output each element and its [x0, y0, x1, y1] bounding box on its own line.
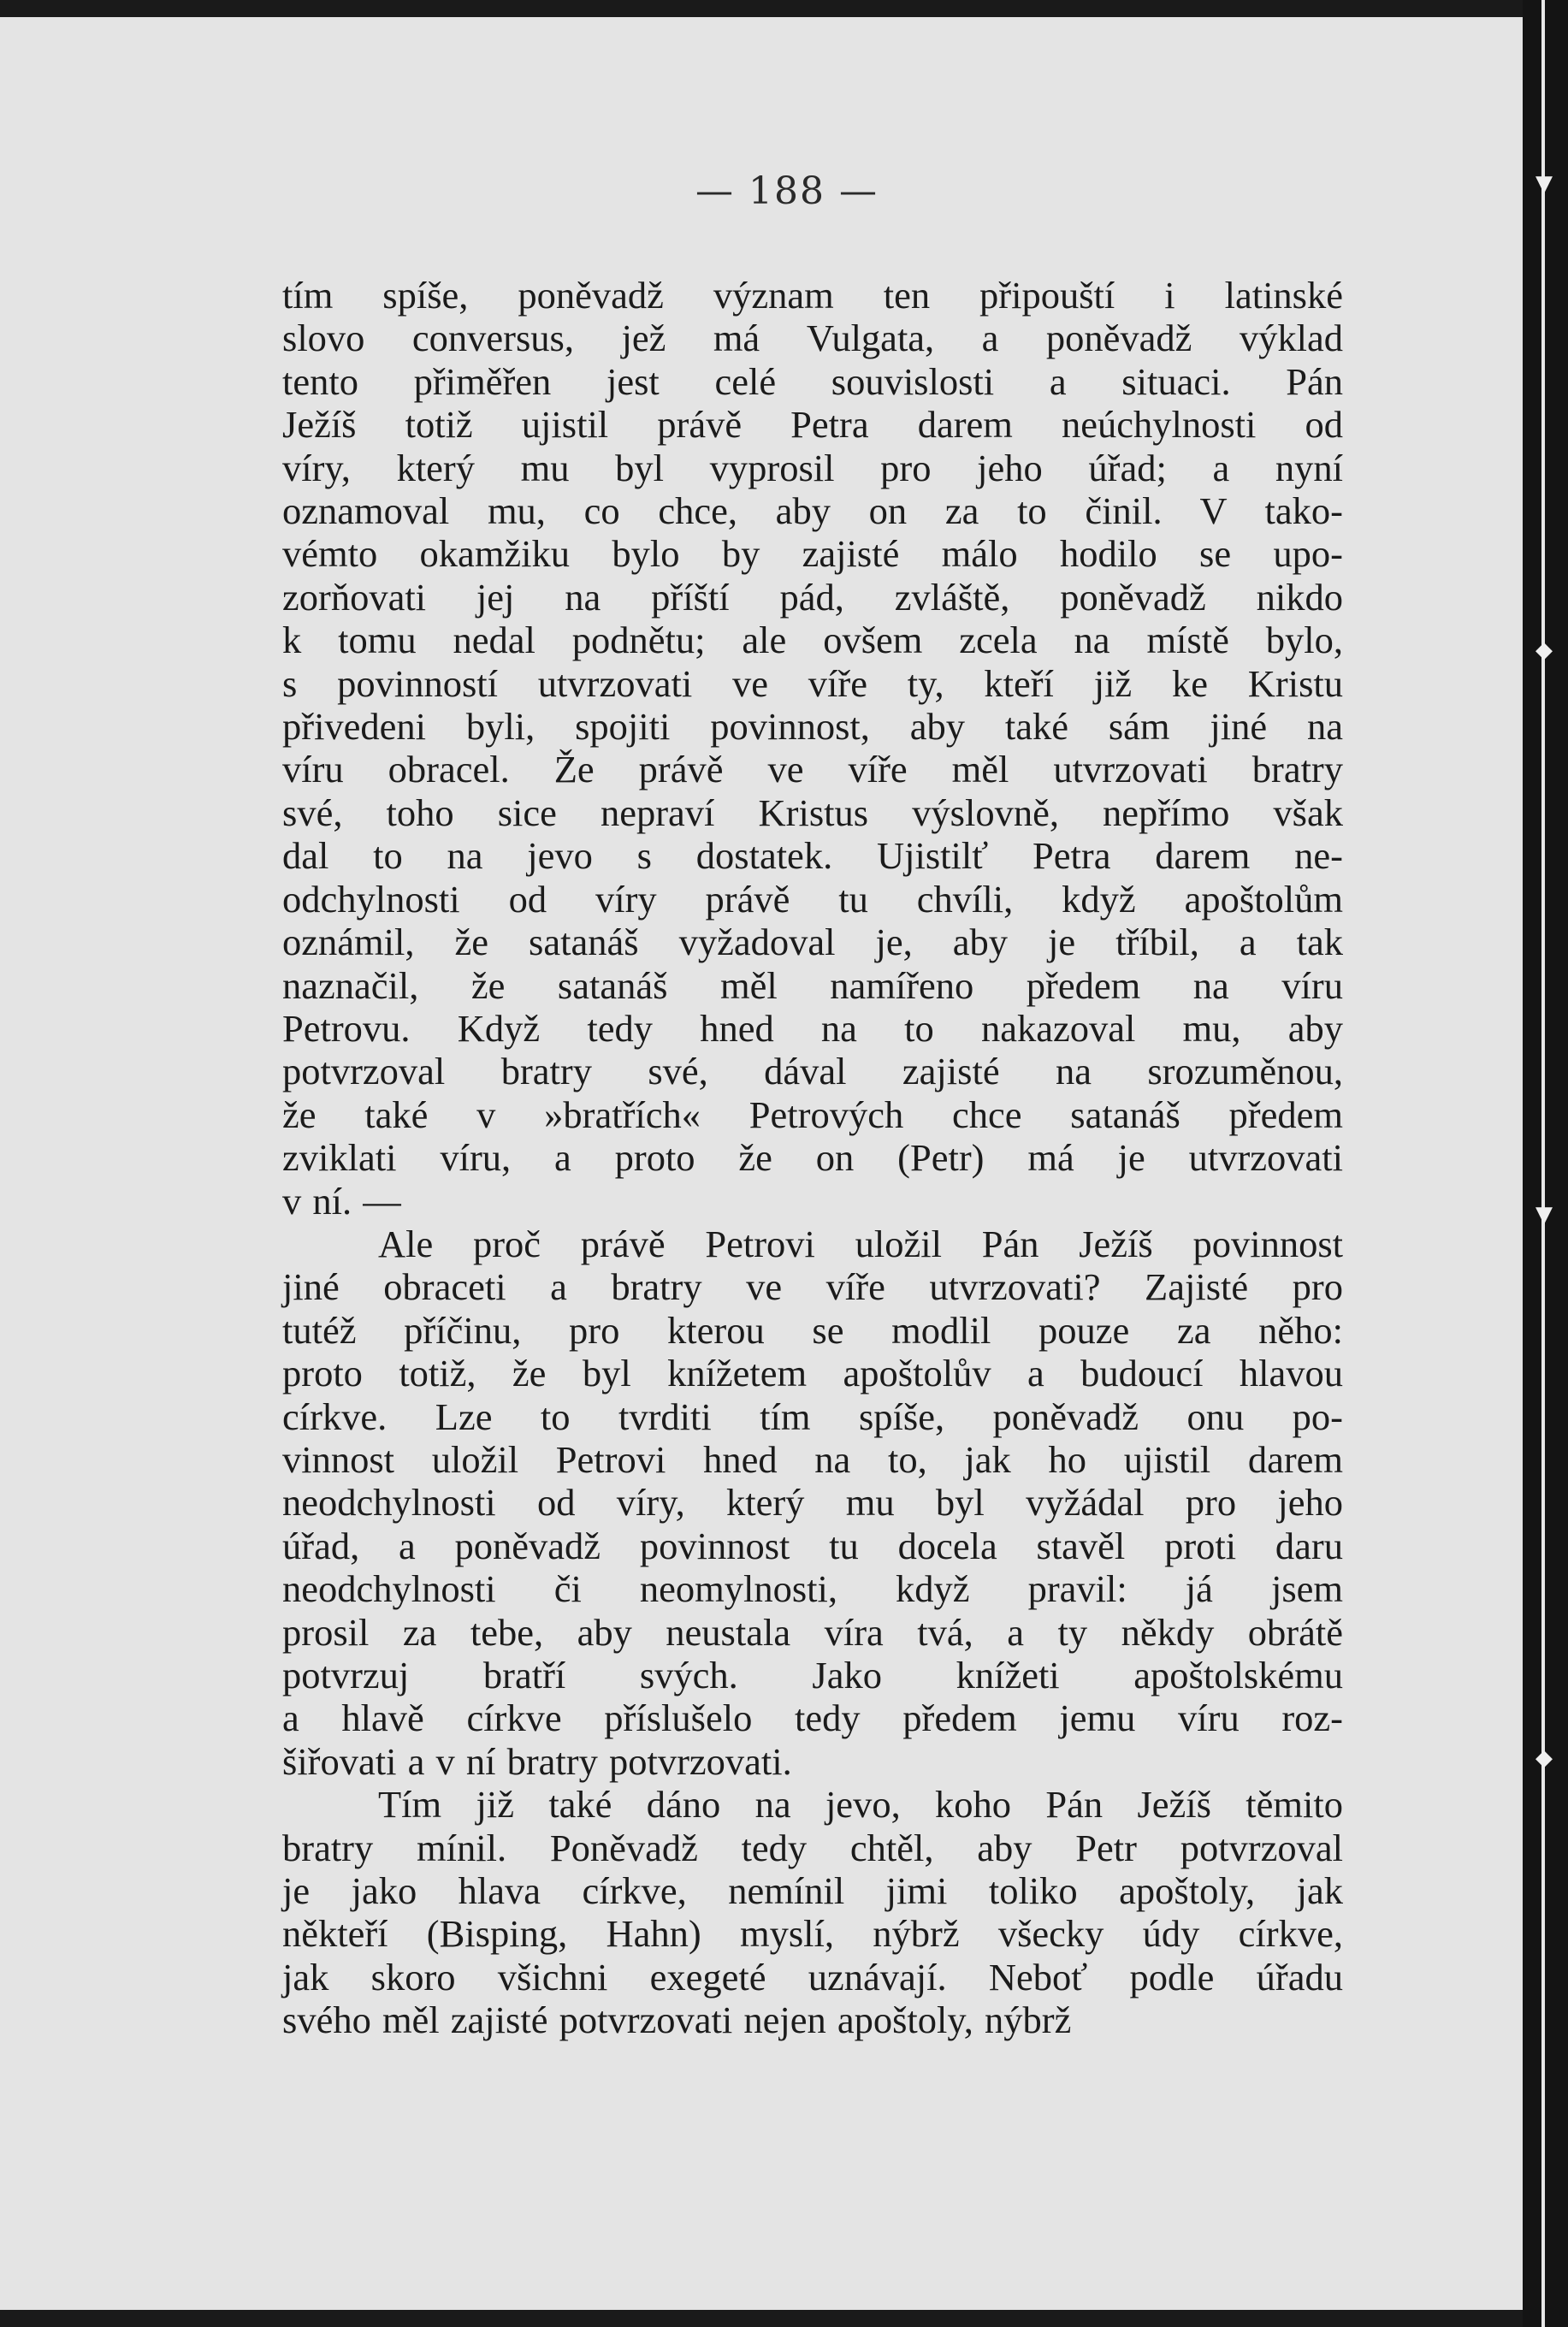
text-line: dal to na jevo s dostatek. Ujistilť Petra darem ne-: [282, 834, 1343, 878]
body-text: [282, 274, 1343, 2042]
text-line: potvrzuj bratří svých. Jako knížeti apoštolskému: [282, 1654, 1343, 1696]
text-line: tutéž příčinu, pro kterou se modlil pouze za něho:: [282, 1308, 1343, 1352]
text-line: jak skoro všichni exegeté uznávají. Neboť podle úřadu: [282, 1955, 1343, 1998]
text-line: naznačil, že satanáš měl namířeno předem na víru: [282, 963, 1343, 1007]
edge-mark-2: ◆: [1535, 637, 1553, 663]
paragraph: [282, 1783, 1343, 2041]
text-line: proto totiž, že byl knížetem apoštolův a budoucí hlavou: [282, 1352, 1343, 1395]
text-line: bratry mínil. Poněvadž tedy chtěl, aby Petr potvrzoval: [282, 1826, 1343, 1869]
text-line: šiřovati a v ní bratry potvrzovati.: [282, 1739, 792, 1783]
text-line: zviklati víru, a proto že on (Petr) má je utvrzovati: [282, 1136, 1343, 1180]
text-line: víru obracel. Že právě ve víře měl utvrzovati bratry: [282, 748, 1343, 791]
text-line: neodchylnosti od víry, který mu byl vyžádal pro jeho: [282, 1481, 1343, 1525]
paragraph: [282, 1223, 1343, 1783]
text-line: někteří (Bisping, Hahn) myslí, nýbrž všecky údy církve,: [282, 1912, 1343, 1956]
text-line: a hlavě církve příslušelo tedy předem jemu víru roz-: [282, 1696, 1343, 1740]
edge-mark-3: ▼: [1535, 1202, 1553, 1228]
text-line: odchylnosti od víry právě tu chvíli, když apoštolům: [282, 877, 1343, 921]
text-line: jiné obraceti a bratry ve víře utvrzovati? Zajisté pro: [282, 1265, 1343, 1309]
text-line: Ale proč právě Petrovi uložil Pán Ježíš povinnost: [378, 1222, 1343, 1265]
text-line: slovo conversus, jež má Vulgata, a poněvadž výklad: [282, 317, 1343, 360]
edge-mark-1: ▼: [1535, 171, 1553, 197]
book-edge: [1523, 0, 1568, 2327]
text-line: úřad, a poněvadž povinnost tu docela stavěl proti daru: [282, 1524, 1343, 1567]
text-line: vémto okamžiku bylo by zajisté málo hodilo se upo-: [282, 532, 1343, 576]
text-line: s povinností utvrzovati ve víře ty, kteří již ke Kristu: [282, 661, 1343, 705]
text-line: k tomu nedal podnětu; ale ovšem zcela na místě bylo,: [282, 619, 1343, 662]
text-line: prosil za tebe, aby neustala víra tvá, a ty někdy obrátě: [282, 1610, 1343, 1654]
text-line: v ní. —: [282, 1179, 401, 1223]
text-line: víry, který mu byl vyprosil pro jeho úřad; a nyní: [282, 446, 1343, 489]
text-line: je jako hlava církve, nemínil jimi toliko apoštoly, jak: [282, 1869, 1343, 1913]
text-line: tento přiměřen jest celé souvislosti a situaci. Pán: [282, 359, 1343, 403]
text-line: církve. Lze to tvrditi tím spíše, poněvadž onu po-: [282, 1394, 1343, 1438]
text-line: že také v »bratřích« Petrových chce satanáš předem: [282, 1092, 1343, 1136]
text-line: zorňovati jej na příští pád, zvláště, poněvadž nikdo: [282, 575, 1343, 619]
text-line: potvrzoval bratry své, dával zajisté na srozuměnou,: [282, 1050, 1343, 1093]
text-line: Ježíš totiž ujistil právě Petra darem neúchylnosti od: [282, 403, 1343, 447]
paragraph: [282, 274, 1343, 1223]
edge-mark-4: ◆: [1535, 1745, 1553, 1771]
text-line: neodchylnosti či neomylnosti, když pravil: já jsem: [282, 1567, 1343, 1611]
book-page: [0, 17, 1523, 2310]
text-line: Petrovu. Když tedy hned na to nakazoval mu, aby: [282, 1006, 1343, 1050]
text-line: vinnost uložil Petrovi hned na to, jak ho ujistil darem: [282, 1437, 1343, 1481]
text-line: svého měl zajisté potvrzovati nejen apoštoly, nýbrž: [282, 1998, 1072, 2042]
text-line: oznamoval mu, co chce, aby on za to činil. V tako-: [282, 489, 1343, 533]
page-number: — 188 —: [695, 169, 879, 213]
text-line: tím spíše, poněvadž význam ten připouští i latinské: [282, 274, 1343, 317]
text-line: své, toho sice nepraví Kristus výslovně, nepřímo však: [282, 790, 1343, 834]
edge-line: [1541, 0, 1545, 2327]
text-line: oznámil, že satanáš vyžadoval je, aby je tříbil, a tak: [282, 921, 1343, 964]
text-line: Tím již také dáno na jevo, koho Pán Ježíš těmito: [378, 1783, 1343, 1827]
text-line: přivedeni byli, spojiti povinnost, aby také sám jiné na: [282, 705, 1343, 749]
